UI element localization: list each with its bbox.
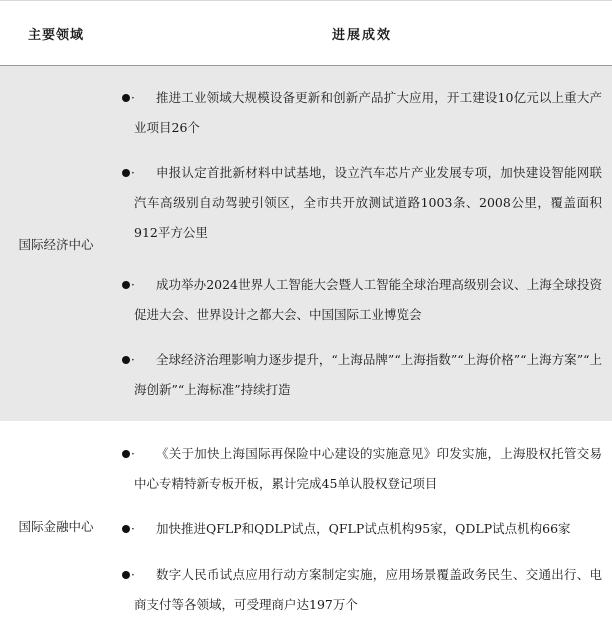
header-area: 主要领域 — [27, 27, 84, 43]
area-label: 国际经济中心 — [18, 236, 94, 252]
bullet-icon — [122, 356, 130, 364]
list-item: · 推进工业领域大规模设备更新和创新产品扩大应用，开工建设10亿元以上重大产业项目26个 — [120, 83, 602, 143]
bullet-icon — [122, 94, 130, 102]
bullet-icon — [122, 281, 130, 289]
area-label: 国际金融中心 — [18, 519, 94, 534]
table-header — [0, 0, 612, 66]
list-item: · 全球经济治理影响力逐步提升，“上海品牌”“上海指数”“上海价格”“上海方案”“上海创新”“上海标准”持续打造 — [120, 345, 602, 405]
table-row-economic — [0, 66, 612, 421]
list-item: · 数字人民币试点应用行动方案制定实施，应用场景覆盖政务民生、交通出行、电商支付等各领域，可受理商户达197万个 — [120, 560, 602, 620]
list-item: · 《关于加快上海国际再保险中心建设的实施意见》印发实施，上海股权托管交易中心专精特新专板开板，累计完成45单认股权登记项目 — [120, 439, 602, 499]
bullet-icon — [122, 571, 130, 579]
header-progress: 进展成效 — [331, 27, 392, 43]
table-row-financial — [0, 421, 612, 631]
list-item: · 加快推进QFLP和QDLP试点，QFLP试点机构95家，QDLP试点机构66家 — [120, 514, 602, 544]
bullet-icon — [122, 525, 130, 533]
bullet-icon — [122, 169, 130, 177]
list-item: · 成功举办2024世界人工智能大会暨人工智能全球治理高级别会议、上海全球投资促进大会、世界设计之都大会、中国国际工业博览会 — [120, 270, 602, 330]
list-item: · 申报认定首批新材料中试基地，设立汽车芯片产业发展专项，加快建设智能网联汽车高级别自动驾驶引领区，全市共开放测试道路1003条、2008公里，覆盖面积912平方公里 — [120, 158, 602, 248]
bullet-icon — [122, 450, 130, 458]
